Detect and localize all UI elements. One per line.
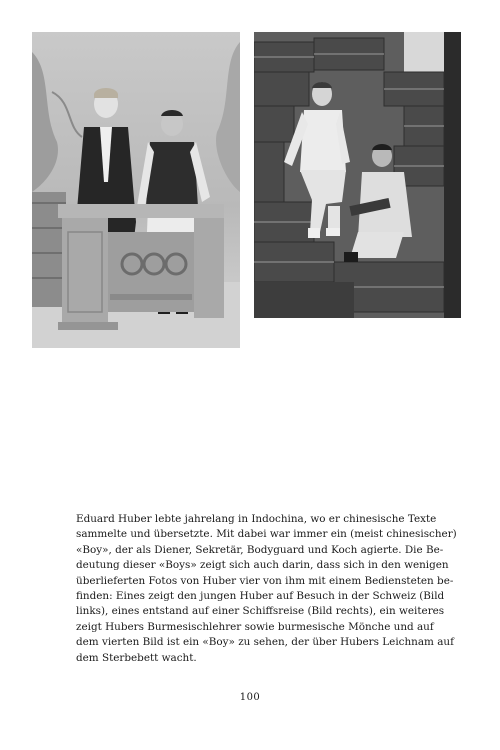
caption-line: zeigt Hubers Burmesischlehrer sowie burmesische Mönche und auf [76,620,434,633]
caption-line: sammelte und übersetzte. Mit dabei war immer ein (meist chinesischer) [76,528,457,541]
caption-line: Eduard Huber lebte jahrelang in Indochina, wo er chinesische Texte [76,513,437,525]
photo-caption [76,512,457,666]
photo-studio-portrait [32,32,240,348]
caption-line: finden: Eines zeigt den jungen Huber auf Besuch in der Schweiz (Bild [76,590,445,603]
caption-line: überlieferten Fotos von Huber vier von ihm mit einem Bediensteten be- [76,574,454,587]
photo-ship-voyage [254,32,461,318]
caption-line: links), eines entstand auf einer Schiffsreise (Bild rechts), ein weiteres [76,605,445,618]
photo-ship-voyage-image [254,32,461,318]
caption-line: deutung dieser «Boys» zeigt sich auch darin, dass sich in den wenigen [76,559,449,572]
caption-line: dem vierten Bild ist ein «Boy» zu sehen, der über Hubers Leichnam auf [76,636,454,649]
caption-line: dem Sterbebett wacht. [76,651,197,664]
photo-studio-portrait-image [32,32,240,348]
page-number: 100 [239,692,261,703]
caption-line: «Boy», der als Diener, Sekretär, Bodyguard und Koch agierte. Die Be- [76,543,444,556]
